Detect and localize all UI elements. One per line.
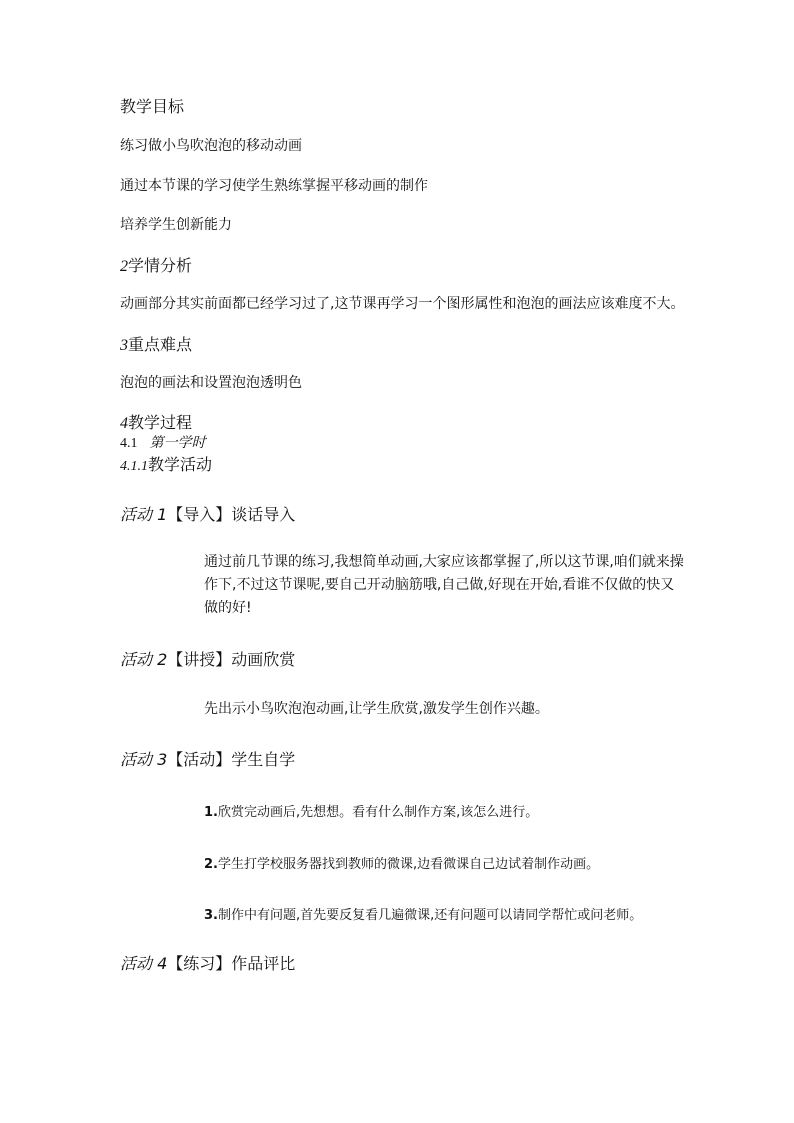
step-number: 2. [204,857,218,872]
activity-heading [120,505,295,524]
section-number: 2 [120,258,128,275]
section-title: 重点难点 [128,335,193,354]
activity-prefix: 活动 3 [120,750,168,769]
activity-heading [120,750,295,769]
activity-title: 学生自学 [231,750,296,769]
activity-prefix: 活动 2 [120,650,168,669]
activity-step [204,801,538,820]
section-title: 学情分析 [128,256,193,275]
step-number: 1. [204,805,218,820]
objective-item: 练习做小鸟吹泡泡的移动动画 [120,138,302,154]
objective-item: 培养学生创新能力 [120,217,232,233]
section-heading-analysis [120,256,192,276]
section-number: 3 [120,337,128,354]
analysis-text: 动画部分其实前面都已经学习过了,这节课再学习一个图形属性和泡泡的画法应该难度不大。 [120,296,685,312]
activity-step [204,853,599,872]
section-number: 4 [120,415,128,432]
step-text: 学生打学校服务器找到教师的微课,边看微课自己边试着制作动画。 [217,857,600,872]
activity-tag: 【讲授】 [167,650,232,669]
step-number: 3. [204,908,218,923]
activity-text: 通过前几节课的练习,我想简单动画,大家应该都掌握了,所以这节课,咱们就来操作下,不过这节课呢,要自己开动脑筋哦,自己做,好现在开始,看谁不仅做的快又做的好! [204,554,684,616]
section-title: 教学过程 [128,413,193,432]
subsubsection-number: 4.1.1 [120,459,148,474]
activity-tag: 【练习】 [167,954,232,973]
activity-step [204,904,642,923]
section-heading-process [120,413,192,433]
activity-text: 先出示小鸟吹泡泡动画,让学生欣赏,激发学生创作兴趣。 [204,701,549,717]
activity-prefix: 活动 1 [120,505,168,524]
subsection-heading [120,435,206,453]
activity-title: 作品评比 [231,954,296,973]
activity-heading [120,954,295,973]
step-text: 欣赏完动画后,先想想。看有什么制作方案,该怎么进行。 [217,805,539,820]
activity-prefix: 活动 4 [120,954,168,973]
activity-tag: 【活动】 [167,750,232,769]
step-text: 制作中有问题,首先要反复看几遍微课,还有问题可以请同学帮忙或问老师。 [217,908,643,923]
objective-item: 通过本节课的学习使学生熟练掌握平移动画的制作 [120,178,428,194]
activity-tag: 【导入】 [167,505,232,524]
subsection-title: 第一学时 [149,435,206,451]
subsubsection-heading [120,455,212,476]
activity-title: 谈话导入 [231,505,296,524]
subsection-number: 4.1 [120,436,138,451]
section-title-objectives: 教学目标 [120,97,185,116]
key-points-text: 泡泡的画法和设置泡泡透明色 [120,375,302,391]
subsubsection-title: 教学活动 [148,455,213,474]
activity-title: 动画欣赏 [231,650,296,669]
activity-heading [120,650,295,669]
section-heading-key-points [120,335,192,355]
